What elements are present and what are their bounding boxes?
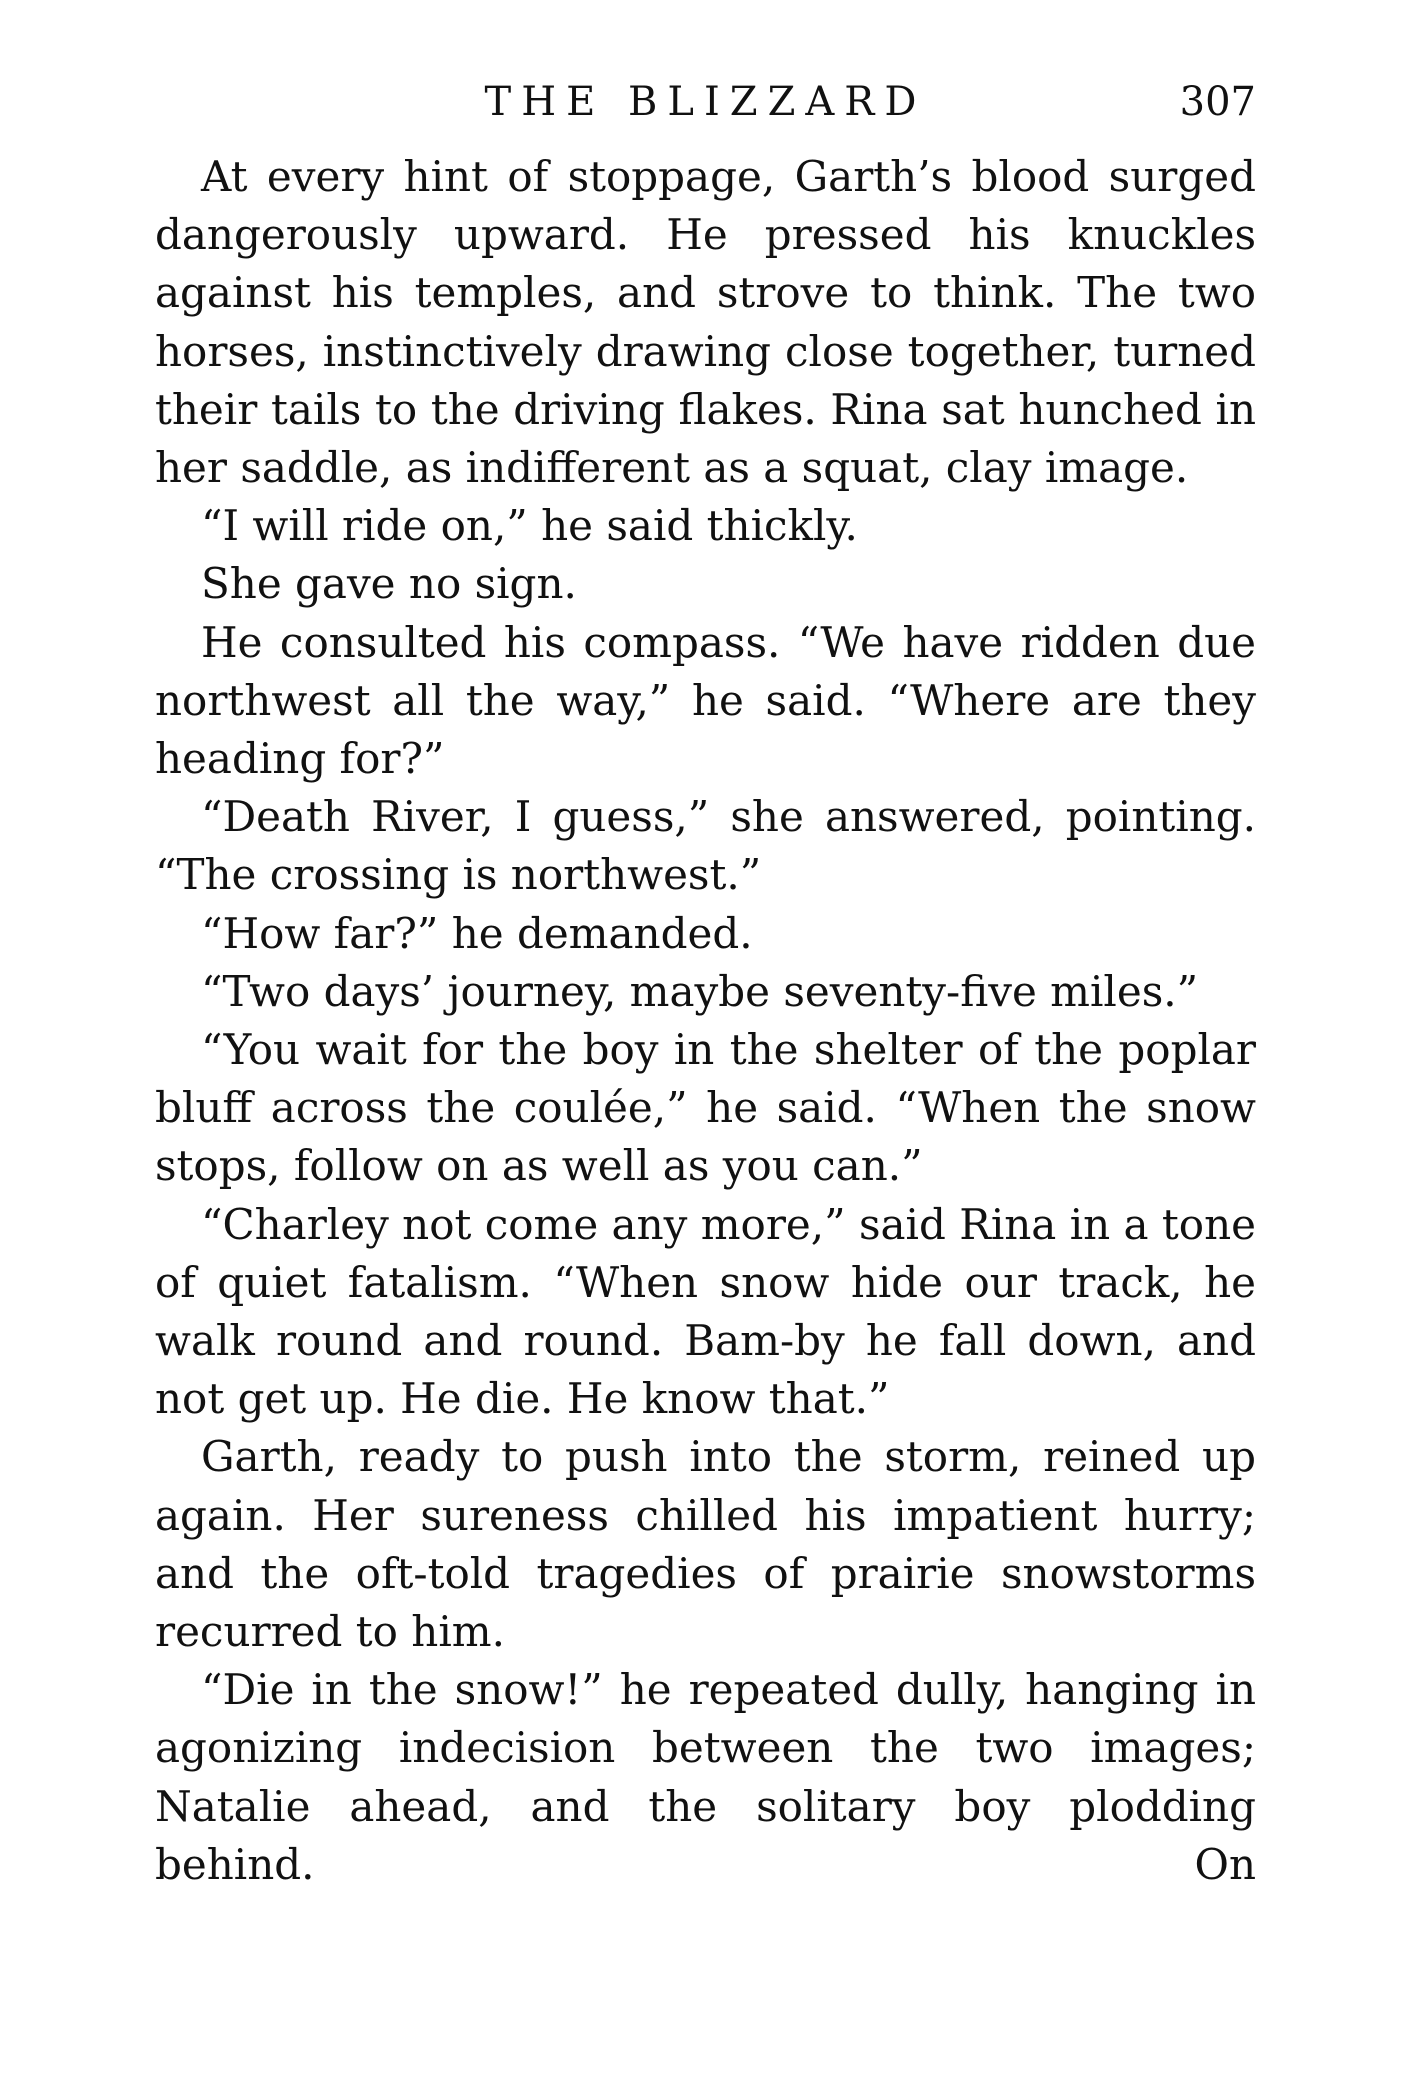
paragraph: He consulted his compass. “We have ridden due northwest all the way,” he said. “Where are they heading for?” xyxy=(155,617,1256,784)
paragraph: Garth, ready to push into the storm, reined up again. Her sureness chilled his impatient hurry; and the oft-told tragedies of prairie snowstorms recurred to him. xyxy=(155,1432,1256,1657)
paragraph: “Charley not come any more,” said Rina in a tone of quiet fatalism. “When snow hide our track, he walk round and round. Bam-by he fall down, and not get up. He die. He know that.” xyxy=(155,1199,1256,1424)
paragraph: “Die in the snow!” he repeated dully, hanging in agonizing indecision between the two images; Natalie ahead, and the solitary boy plodding behind. On xyxy=(155,1665,1256,1889)
page-header xyxy=(155,72,1256,132)
paragraph: She gave no sign. xyxy=(201,559,577,609)
paragraph: “You wait for the boy in the shelter of the poplar bluff across the coulée,” he said. “When the snow stops, follow on as well as you can.” xyxy=(155,1025,1256,1191)
paragraph: At every hint of stoppage, Garth’s blood surged dangerously upward. He pressed his knuckles against his temples, and strove to think. The two horses, instinctively drawing close together, turned their tails to the driving flakes. Rina sat hunched in her saddle, as indifferent as a squat, clay image. xyxy=(155,152,1256,493)
paragraph: “How far?” he demanded. xyxy=(201,908,753,958)
paragraph: “Two days’ journey, maybe seventy-five miles.” xyxy=(201,966,1199,1016)
body-text xyxy=(155,148,1256,1894)
page-number: 307 xyxy=(1179,79,1256,125)
running-title: THE BLIZZARD xyxy=(484,79,927,125)
paragraph: “Death River, I guess,” she answered, pointing. “The crossing is northwest.” xyxy=(155,792,1256,900)
paragraph: “I will ride on,” he said thickly. xyxy=(201,501,858,551)
